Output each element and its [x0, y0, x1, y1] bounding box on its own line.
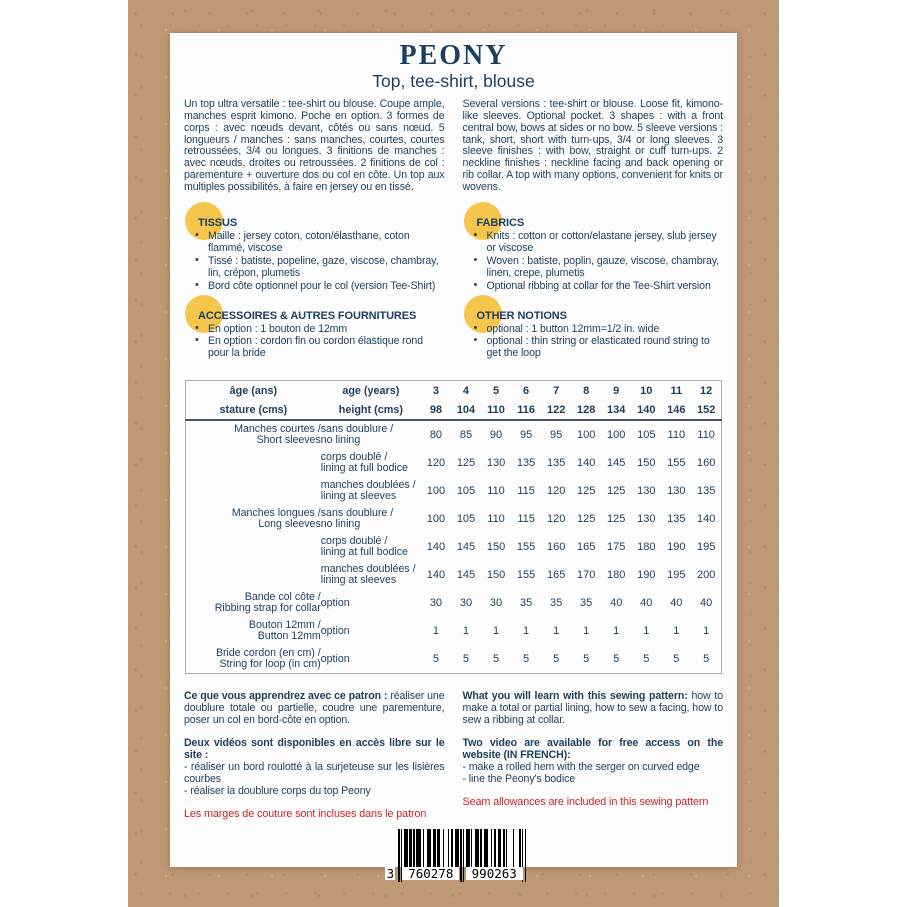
- size-value-cell: 165: [546, 569, 566, 582]
- size-value-cell: 30: [429, 597, 443, 610]
- size-value-cell: 125: [607, 485, 626, 498]
- tissus-heading: [198, 217, 445, 229]
- size-value-cell: 100: [607, 429, 626, 442]
- fabrics-heading-label: FABRICS: [476, 217, 525, 230]
- learn-text-fr: réaliser une doublure totale ou partielle, coudre une parementure, poser un col en bord-côte en option.: [184, 690, 445, 727]
- section-accessoires: [184, 310, 445, 362]
- intro-paragraph-en: Several versions : tee-shirt or blouse. Loose fit, kimono-like sleeves. Optional pocket. 3 shapes : with a front central bow, bows at sides or no bow. 5 sleeve versions : tank, short, short with turn-ups, 3/4 or long sleeves. 3 sleeve finishes : with bow, straight or cuff turn-ups. 2 neckline finishes : neckline facing and back opening or rib collar. A top with many options, convenient for knits or wovens.: [462, 97, 723, 194]
- size-value-cell: 155: [516, 569, 536, 582]
- tissus-heading-label: TISSUS: [198, 217, 238, 230]
- page-title: PEONY: [399, 40, 508, 71]
- size-table-row: [186, 505, 722, 533]
- size-value-cell: 190: [637, 569, 656, 582]
- header-size-value: 98: [429, 404, 443, 417]
- envelope-area: [128, 0, 779, 907]
- row-group-label: Manches longues / Long sleeves: [231, 507, 321, 531]
- barcode-digits-left: 760278: [402, 867, 459, 880]
- tissus-list: [184, 231, 445, 293]
- bullet-item: • En option : 1 bouton de 12mm: [208, 324, 445, 336]
- size-value-cell: 110: [697, 429, 715, 442]
- size-value-cell: 195: [667, 569, 686, 582]
- size-table-header-row: [186, 400, 722, 420]
- size-value-cell: 105: [637, 429, 656, 442]
- videos-lead-en: Two video are available for free access on the website (IN FRENCH):: [462, 737, 723, 761]
- header-label-fr: âge (ans): [229, 385, 278, 398]
- section-other-notions: [463, 310, 724, 362]
- size-value-cell: 165: [577, 541, 596, 554]
- size-value-cell: 145: [456, 541, 476, 554]
- size-value-cell: 150: [637, 457, 656, 470]
- size-value-cell: 145: [456, 569, 476, 582]
- seam-allowance-note-en: Seam allowances are included in this sewing pattern: [462, 795, 709, 808]
- size-value-cell: 140: [577, 457, 596, 470]
- notions-sections-row: [184, 310, 723, 362]
- size-table: [185, 380, 722, 674]
- size-value-cell: 1: [673, 625, 680, 638]
- header-size-value: 10: [640, 385, 653, 398]
- row-sub-label: option: [320, 624, 350, 637]
- size-value-cell: 120: [426, 457, 446, 470]
- size-value-cell: 85: [459, 429, 473, 442]
- header-size-value: 140: [637, 404, 656, 417]
- bullet-item: • optional : thin string or elasticated round string to get the loop: [487, 336, 724, 360]
- accessoires-list: [184, 324, 445, 361]
- bullet-item: • En option : cordon fin ou cordon élastique rond pour la bride: [208, 336, 445, 360]
- other-notions-heading-label: OTHER NOTIONS: [476, 309, 567, 322]
- size-value-cell: 40: [640, 597, 653, 610]
- pattern-card: [170, 33, 737, 882]
- accessoires-heading: [198, 310, 445, 322]
- size-value-cell: 135: [696, 485, 716, 498]
- video-line: - réaliser un bord roulotté à la surjeteuse sur les lisières courbes: [184, 760, 445, 785]
- bullet-item: • Bord côte optionnel pour le col (version Tee-Shirt): [208, 281, 445, 293]
- size-value-cell: 150: [486, 569, 506, 582]
- size-value-cell: 5: [703, 653, 710, 666]
- section-fabrics: [463, 217, 724, 294]
- size-table-row: [186, 420, 722, 449]
- size-value-cell: 5: [673, 653, 680, 666]
- size-value-cell: 110: [667, 429, 686, 442]
- size-table-header: [186, 381, 722, 421]
- bullet-item: • Tissé : batiste, popeline, gaze, viscose, chambray, lin, crépon, plumetis: [208, 256, 445, 280]
- header-label-en: height (cms): [338, 404, 403, 417]
- video-line: - réaliser la doublure corps du top Peony: [184, 784, 371, 797]
- row-group-label: [186, 561, 321, 589]
- header-size-value: 146: [667, 404, 686, 417]
- size-value-cell: 130: [637, 513, 656, 526]
- size-value-cell: 105: [456, 513, 476, 526]
- size-value-cell: 80: [429, 429, 443, 442]
- header-size-value: 4: [462, 385, 470, 398]
- other-notions-heading: [477, 310, 724, 322]
- learn-paragraph-en: [463, 691, 724, 727]
- size-value-cell: 120: [546, 513, 566, 526]
- size-value-cell: 145: [607, 457, 626, 470]
- size-value-cell: 105: [456, 485, 476, 498]
- size-value-cell: 135: [546, 457, 566, 470]
- page-subtitle: Top, tee-shirt, blouse: [372, 70, 535, 91]
- bullet-item: • Optional ribbing at collar for the Tee-Shirt version: [487, 281, 724, 293]
- size-table-body: [186, 420, 722, 674]
- size-value-cell: 115: [517, 485, 535, 498]
- size-value-cell: 175: [607, 541, 626, 554]
- bottom-text-fr: [184, 691, 445, 820]
- row-sub-label: sans doublure / no lining: [320, 423, 394, 447]
- header-size-value: 5: [492, 385, 500, 398]
- size-value-cell: 1: [613, 625, 620, 638]
- barcode-section: [184, 829, 723, 882]
- bullet-item: • Knits : cotton or cotton/elastane jersey, slub jersey or viscose: [487, 231, 724, 255]
- header-size-value: 8: [583, 385, 590, 398]
- size-table-row: [186, 561, 722, 589]
- header-size-value: 122: [546, 404, 566, 417]
- size-value-cell: 130: [667, 485, 686, 498]
- size-value-cell: 135: [667, 513, 686, 526]
- barcode-digits-right: 990263: [466, 867, 523, 880]
- size-value-cell: 35: [580, 597, 593, 610]
- learn-lead-en: What you will learn with this sewing pattern:: [462, 690, 688, 703]
- size-value-cell: 180: [607, 569, 626, 582]
- learn-paragraph-fr: [184, 691, 445, 727]
- bullet-item: • optional : 1 button 12mm=1/2 in. wide: [487, 324, 724, 336]
- size-table-header-row: [186, 381, 722, 401]
- intro-paragraph-fr: Un top ultra versatile : tee-shirt ou blouse. Coupe ample, manches esprit kimono. Poche en option. 3 formes de corps : avec nœuds devant, côtés ou sans nœud. 5 longueurs / manches : sans manches, courtes, courtes retroussées, 3/4 ou longues. 3 finitions de manches : avec nœuds, droites ou retroussées. 2 finitions de col : parementure + ouverture dos ou col en côte. Un top aux multiples possibilités, à faire en jersey ou en tissé.: [184, 97, 445, 194]
- size-value-cell: 140: [696, 513, 716, 526]
- size-value-cell: 30: [459, 597, 473, 610]
- bullet-item: • Maille : jersey coton, coton/élasthane, coton flammé, viscose: [208, 231, 445, 255]
- size-value-cell: 1: [462, 625, 470, 638]
- size-value-cell: 100: [426, 485, 446, 498]
- size-value-cell: 5: [432, 653, 439, 666]
- size-value-cell: 125: [456, 457, 476, 470]
- header-size-value: 6: [523, 385, 530, 398]
- size-value-cell: 5: [523, 653, 530, 666]
- size-value-cell: 95: [519, 429, 533, 442]
- size-value-cell: 170: [577, 569, 596, 582]
- size-value-cell: 125: [607, 513, 626, 526]
- size-value-cell: 160: [546, 541, 566, 554]
- size-value-cell: 1: [553, 625, 560, 638]
- size-value-cell: 5: [643, 653, 650, 666]
- size-value-cell: 1: [703, 625, 710, 638]
- fabric-sections-row: [184, 217, 723, 294]
- row-group-label: Bride cordon (en cm) / String for loop (in cm): [215, 647, 321, 671]
- size-value-cell: 180: [637, 541, 656, 554]
- row-group-label: [186, 477, 321, 505]
- bottom-text-row: [184, 691, 723, 820]
- row-sub-label: manches doublées / lining at sleeves: [320, 563, 416, 587]
- size-value-cell: 115: [517, 513, 535, 526]
- size-value-cell: 110: [487, 485, 505, 498]
- row-group-label: Bouton 12mm / Button 12mm: [248, 619, 321, 643]
- size-value-cell: 95: [550, 429, 563, 442]
- videos-paragraph-en: [463, 738, 724, 786]
- section-tissus: [184, 217, 445, 294]
- learn-lead-fr: Ce que vous apprendrez avec ce patron :: [184, 690, 388, 703]
- header-size-value: 3: [432, 385, 439, 398]
- row-sub-label: corps doublé / lining at full bodice: [320, 451, 408, 475]
- size-value-cell: 40: [670, 597, 683, 610]
- size-table-row: [186, 617, 722, 645]
- size-value-cell: 5: [492, 653, 500, 666]
- fabrics-list: [463, 231, 724, 293]
- row-group-label: Bande col côte / Ribbing strap for collar: [214, 591, 321, 615]
- header-label-en: age (years): [342, 385, 400, 398]
- video-line: - make a rolled hem with the serger on curved edge: [462, 760, 700, 773]
- header-label-fr: stature (cms): [219, 404, 288, 417]
- size-value-cell: 1: [583, 625, 590, 638]
- size-value-cell: 5: [462, 653, 470, 666]
- size-value-cell: 90: [489, 429, 503, 442]
- size-value-cell: 135: [516, 457, 536, 470]
- row-sub-label: manches doublées / lining at sleeves: [320, 479, 416, 503]
- size-table-row: [186, 449, 722, 477]
- size-table-row: [186, 533, 722, 561]
- accessoires-heading-label: ACCESSOIRES & AUTRES FOURNITURES: [198, 309, 417, 322]
- size-value-cell: 40: [610, 597, 623, 610]
- ean13-barcode: [386, 829, 526, 882]
- size-value-cell: 190: [667, 541, 686, 554]
- barcode-digit-prefix: 3: [386, 866, 395, 882]
- size-table-row: [186, 477, 722, 505]
- size-table-section: [184, 380, 723, 674]
- size-value-cell: 5: [583, 653, 590, 666]
- size-value-cell: 140: [426, 569, 446, 582]
- size-value-cell: 35: [519, 597, 533, 610]
- size-value-cell: 155: [667, 457, 686, 470]
- size-value-cell: 125: [577, 485, 596, 498]
- bottom-text-en: [463, 691, 724, 820]
- size-value-cell: 140: [426, 541, 446, 554]
- learn-text-en: how to make a total or partial lining, how to sew a facing, how to sew a ribbing at collar.: [462, 690, 724, 727]
- row-group-label: [186, 533, 321, 561]
- seam-allowance-note-fr: Les marges de couture sont incluses dans le patron: [184, 807, 427, 820]
- header-size-value: 116: [517, 404, 535, 417]
- header-size-value: 152: [696, 404, 716, 417]
- fabrics-heading: [477, 217, 724, 229]
- header-size-value: 128: [577, 404, 596, 417]
- size-value-cell: 5: [613, 653, 620, 666]
- header-size-value: 9: [613, 385, 620, 398]
- bullet-item: • Woven : batiste, poplin, gauze, viscose, chambray, linen, crepe, plumetis: [487, 256, 724, 280]
- size-value-cell: 5: [553, 653, 560, 666]
- header-size-value: 12: [700, 385, 713, 398]
- intro-row: [184, 99, 723, 194]
- row-sub-label: option: [320, 596, 350, 609]
- size-value-cell: 120: [546, 485, 566, 498]
- header-size-value: 110: [487, 404, 505, 417]
- size-value-cell: 100: [426, 513, 446, 526]
- header-size-value: 104: [456, 404, 476, 417]
- video-line: - line the Peony's bodice: [462, 772, 576, 785]
- row-group-label: Manches courtes / Short sleeves: [234, 423, 321, 447]
- header-size-value: 134: [607, 404, 626, 417]
- size-value-cell: 160: [696, 457, 716, 470]
- size-value-cell: 200: [696, 569, 716, 582]
- header-size-value: 11: [670, 385, 683, 398]
- row-group-label: [186, 449, 321, 477]
- videos-lead-fr: Deux vidéos sont disponibles en accès libre sur le site :: [184, 737, 445, 761]
- videos-paragraph-fr: [184, 738, 445, 798]
- size-value-cell: 155: [516, 541, 536, 554]
- size-value-cell: 35: [550, 597, 563, 610]
- size-value-cell: 1: [432, 625, 439, 638]
- size-value-cell: 130: [637, 485, 656, 498]
- size-value-cell: 30: [489, 597, 503, 610]
- size-table-row: [186, 645, 722, 674]
- size-value-cell: 110: [487, 513, 505, 526]
- header-size-value: 7: [553, 385, 560, 398]
- row-sub-label: sans doublure / no lining: [320, 507, 394, 531]
- other-notions-list: [463, 324, 724, 361]
- size-value-cell: 1: [492, 625, 500, 638]
- size-value-cell: 195: [696, 541, 716, 554]
- size-value-cell: 150: [486, 541, 506, 554]
- size-value-cell: 130: [486, 457, 506, 470]
- barcode-bar: [525, 829, 526, 882]
- row-sub-label: corps doublé / lining at full bodice: [320, 535, 408, 559]
- size-value-cell: 1: [643, 625, 650, 638]
- size-value-cell: 100: [577, 429, 596, 442]
- size-table-row: [186, 589, 722, 617]
- size-value-cell: 1: [523, 625, 530, 638]
- size-value-cell: 125: [577, 513, 596, 526]
- row-sub-label: option: [320, 652, 350, 665]
- size-value-cell: 40: [700, 597, 713, 610]
